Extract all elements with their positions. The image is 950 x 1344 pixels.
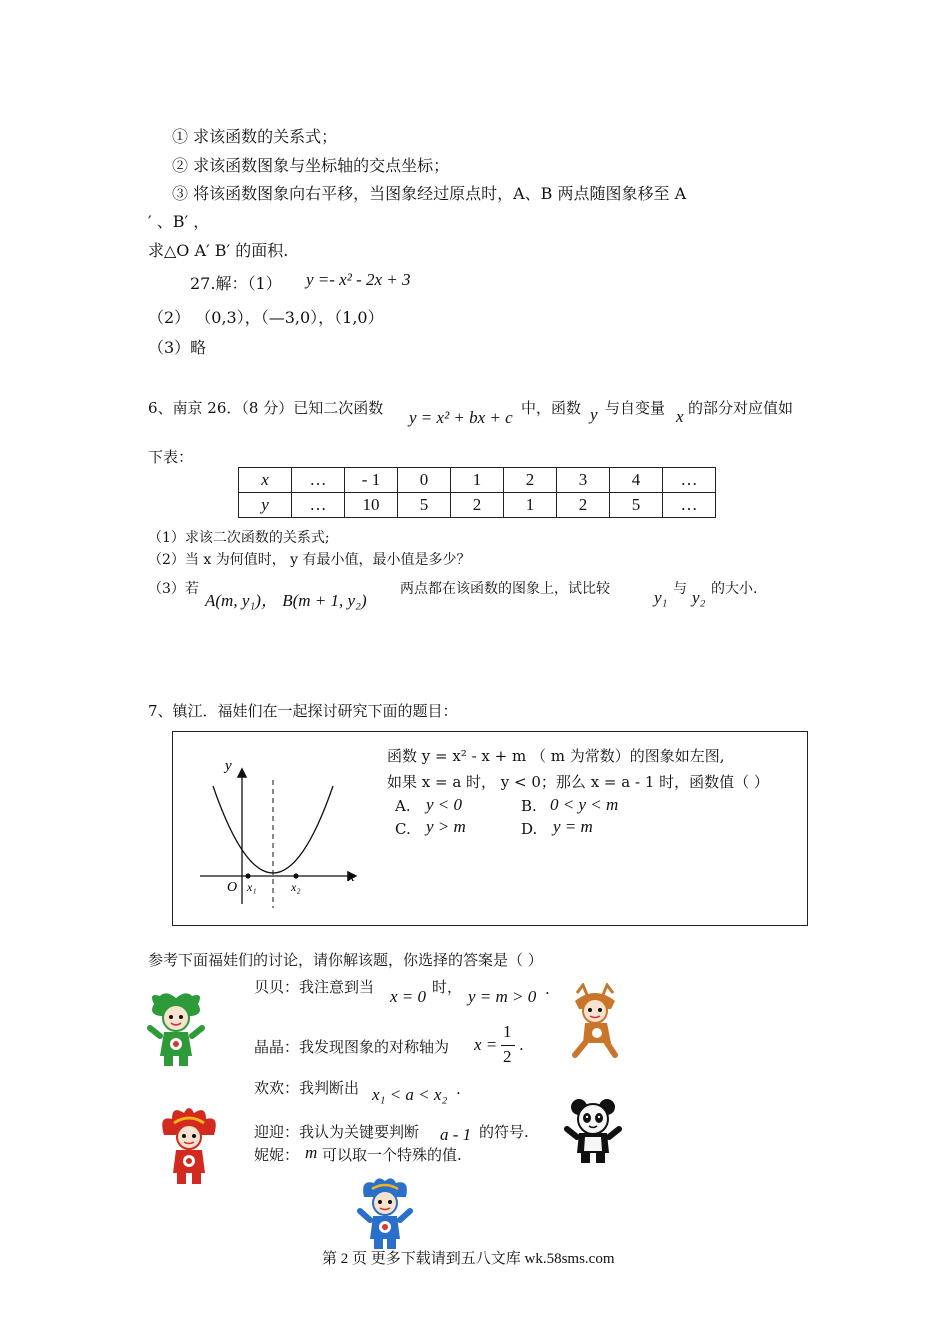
jingjing-fraction-denominator: 2 [503,1047,512,1066]
table-cell: 0 [398,468,451,493]
huanhuan-mascot-icon [158,1105,220,1187]
root2-point [293,873,298,878]
q7-optC-label: C. [395,820,411,838]
q6-sub3-b: 两点都在该函数的图象上，试比较 [400,581,610,597]
q6-intro-d: 的部分对应值如 [688,399,794,417]
q7-optD: y = m [553,817,593,836]
q26-part3-line1: ③ 将该函数图象向右平移，当图象经过原点时，A、B 两点随图象移至 A [172,184,687,203]
table-row-x [239,468,716,493]
table-header-x: x [239,468,292,493]
q6-sub3-y1: y₁ [654,588,668,607]
nini-formula: m [305,1143,318,1162]
q6-intro-var-x: x [676,407,684,426]
table-cell: 4 [610,468,663,493]
q6-intro-formula: y = x² + bx + c [409,408,513,427]
yingying-text-c: 的符号. [479,1123,529,1141]
q7-optA: y < 0 [426,795,463,814]
q6-sub1: （1）求该二次函数的关系式; [148,530,330,546]
table-cell: … [292,468,345,493]
beibei-text-b: 时， [432,978,463,996]
table-cell: 2 [557,493,610,518]
q7-intro: 7、镇江．福娃们在一起探讨研究下面的题目： [148,702,458,720]
nini-mascot-icon [563,1097,623,1165]
q6-intro-var-y: y [590,405,598,424]
q26-part3-line3: 求△O A′ B′ 的面积. [148,241,289,260]
q6-sub3-points: A(m, y₁)， B(m + 1, y₂) [205,591,367,610]
yingying-formula: a - 1 [440,1125,472,1144]
page-footer: 第 2 页 更多下载请到五八文库 wk.58sms.com [322,1251,615,1267]
table-cell: 1 [504,493,557,518]
q6-sub2: （2）当 x 为何值时， y 有最小值，最小值是多少？ [148,552,471,568]
q7-optB: 0 < y < m [550,795,619,814]
table-cell: 2 [451,493,504,518]
jingjing-fraction-bar [501,1045,515,1046]
q6-value-table [238,467,716,518]
q7-box-line1: 函数 y = x² - x + m （ m 为常数）的图象如左图, [387,747,725,765]
q6-intro-a: 6、南京 26．（8 分）已知二次函数 [148,399,384,417]
q27-answer-part2: （2） （0,3），（—3,0），（1,0） [148,308,384,327]
table-cell: 1 [451,468,504,493]
beibei-formula2: y = m > 0 [468,987,537,1006]
huanhuan-text-c: . [456,1080,461,1098]
beibei-text-c: . [545,980,550,998]
beibei-formula1: x = 0 [390,987,427,1006]
jingjing-text-a: 晶晶：我发现图象的对称轴为 [254,1038,450,1056]
q26-part3-line2: ′ 、B′ ， [148,212,210,231]
q27-answer-formula: y =- x² - 2x + 3 [306,270,411,289]
q7-box-line2: 如果 x = a 时， y < 0；那么 x = a - 1 时，函数值（ ） [387,773,769,791]
q27-answer-part3: （3）略 [148,338,207,357]
graph-x-label: x [348,869,355,885]
graph-root2-label: x₂ [291,880,301,894]
huanhuan-formula: x₁ < a < x₂ [372,1085,448,1104]
q6-intro-c: 与自变量 [605,399,666,417]
q26-part2: ② 求该函数图象与坐标轴的交点坐标； [172,156,450,175]
q26-part1: ① 求该函数的关系式； [172,127,338,146]
q7-discussion-intro: 参考下面福娃们的讨论，请你解该题，你选择的答案是（ ） [148,951,543,969]
beibei-text-a: 贝贝：我注意到当 [254,978,375,996]
graph-y-label: y [225,760,232,774]
table-cell: 5 [398,493,451,518]
table-cell: … [292,493,345,518]
nini-text-a: 妮妮： [254,1146,300,1164]
q6-sub3-c: 与 [673,581,687,597]
jingjing-mascot-icon [565,983,625,1059]
table-cell: … [663,468,716,493]
nini-text-b: 可以取一个特殊的值. [322,1146,462,1164]
table-row-y [239,493,716,518]
root1-point [245,873,250,878]
table-cell: 5 [610,493,663,518]
q7-optA-label: A. [395,797,411,815]
yingying-mascot-icon [356,1175,414,1251]
yingying-text-a: 迎迎：我认为关键要判断 [254,1123,420,1141]
q27-answer-label: 27.解：（1） [190,274,282,293]
huanhuan-text-a: 欢欢：我判断出 [254,1079,360,1097]
q6-sub3-y2: y₂ [692,588,706,607]
table-cell: … [663,493,716,518]
table-cell: 10 [345,493,398,518]
table-cell: 2 [504,468,557,493]
jingjing-fraction-numerator: 1 [503,1022,512,1041]
q6-intro-b: 中，函数 [521,399,582,417]
table-cell: 3 [557,468,610,493]
q7-optD-label: D. [521,820,538,838]
q6-sub3-d: 的大小. [711,581,758,597]
q7-optB-label: B. [521,797,537,815]
jingjing-formula-lhs: x = [474,1035,498,1054]
table-header-y: y [239,493,292,518]
table-cell: - 1 [345,468,398,493]
q7-parabola-graph [195,760,365,910]
beibei-mascot-icon [146,990,206,1070]
q6-sub3-a: （3）若 [148,581,199,597]
graph-root1-label: x₁ [247,880,257,894]
q6-intro-e: 下表： [148,448,194,466]
jingjing-text-c: . [519,1036,524,1054]
q7-optC: y > m [426,817,466,836]
graph-origin-label: O [227,880,238,895]
